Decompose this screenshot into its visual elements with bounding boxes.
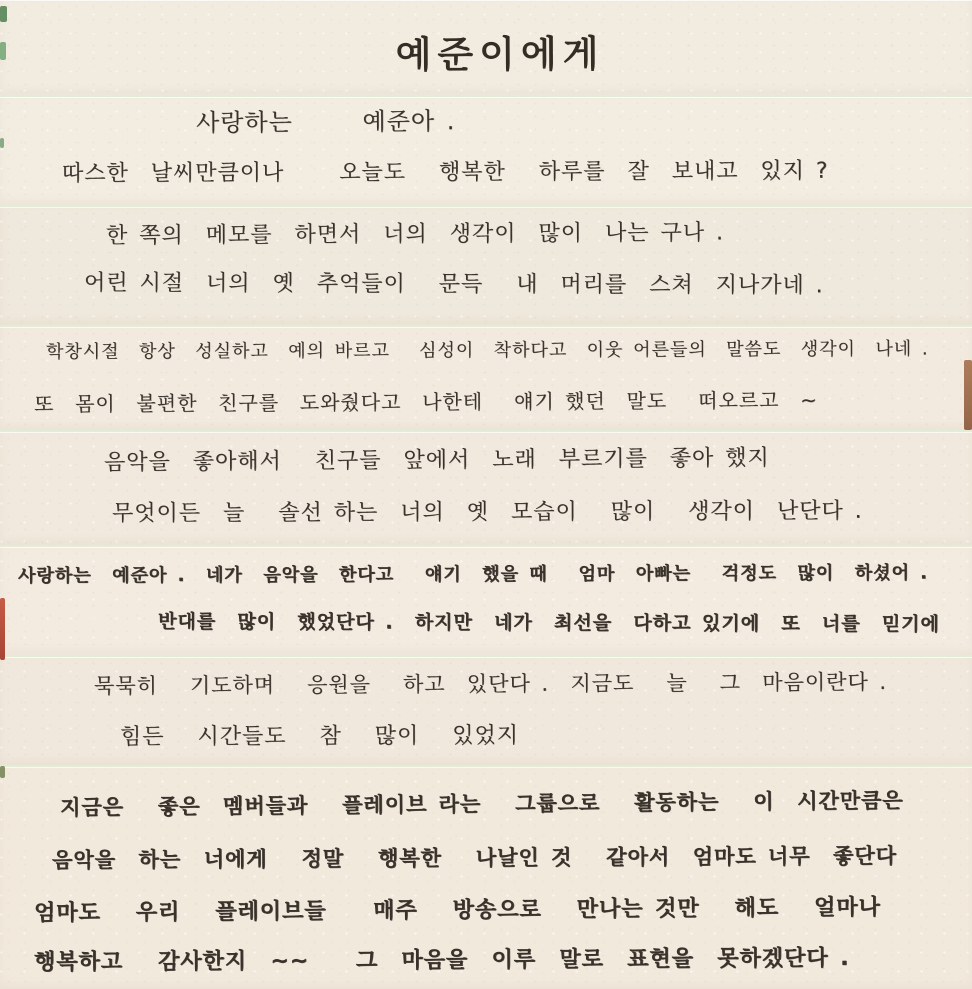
letter-line: 따스한 날씨만큼이나 오늘도 행복한 하루를 잘 보내고 있지 ? — [61, 158, 829, 187]
scan-artifact-green-mark — [0, 138, 4, 148]
letter-line: 또 몸이 불편한 친구를 도와줬다고 나한테 얘기 했던 말도 떠오르고 ~ — [33, 387, 818, 417]
letter-line: 힘든 시간들도 참 많이 있었지 — [119, 723, 519, 750]
letter-line: 어린 시절 너의 옛 추억들이 문득 내 머리를 스쳐 지나가네 . — [83, 270, 824, 299]
letter-line: 엄마도 우리 플레이브들 매주 방송으로 만나는 것만 해도 얼마나 — [33, 895, 881, 926]
letter-line: 묵묵히 기도하며 응원을 하고 있단다 . 지금도 늘 그 마음이란다 . — [93, 669, 888, 699]
paper-strip — [0, 95, 972, 205]
scan-artifact-olive-mark — [0, 766, 5, 778]
paper-strip — [0, 545, 972, 655]
letter-line: 무엇이든 늘 솔선 하는 너의 옛 모습이 많이 생각이 난단다 . — [111, 498, 863, 527]
letter-line: 음악을 좋아해서 친구들 앞에서 노래 부르기를 좋아 했지 — [103, 445, 770, 476]
letter-title: 예준이에게 — [395, 32, 605, 77]
scan-artifact-green-mark — [0, 6, 7, 22]
letter-line: 한 쪽의 메모를 하면서 너의 생각이 많이 나는 구나 . — [105, 220, 724, 249]
scan-artifact-brown-sliver — [964, 360, 972, 430]
letter-line: 사랑하는 예준아 . 네가 음악을 한다고 얘기 했을 때 엄마 아빠는 걱정도 많이 하셨어 . — [17, 562, 928, 587]
letter-line: 학창시절 항상 성실하고 예의 바르고 심성이 착하다고 이웃 어른들의 말씀도 생각이 나네 . — [45, 338, 929, 363]
letter-line: 음악을 하는 너에게 정말 행복한 나날인 것 같아서 엄마도 너무 좋단다 — [51, 843, 897, 873]
scan-artifact-red-sliver — [0, 598, 5, 660]
letter-line: 행복하고 감사한지 ~~ 그 마음을 이루 말로 표현을 못하겠단다 . — [33, 945, 850, 976]
letter-line: 지금은 좋은 멤버들과 플레이브 라는 그룹으로 활동하는 이 시간만큼은 — [59, 788, 904, 820]
letter-line: 반대를 많이 했었단다 . 하지만 네가 최선을 다하고 있기에 또 너를 믿기에 — [157, 610, 940, 636]
letter-line: 사랑하는 예준아 . — [195, 107, 456, 137]
scan-artifact-green-mark — [0, 42, 6, 60]
